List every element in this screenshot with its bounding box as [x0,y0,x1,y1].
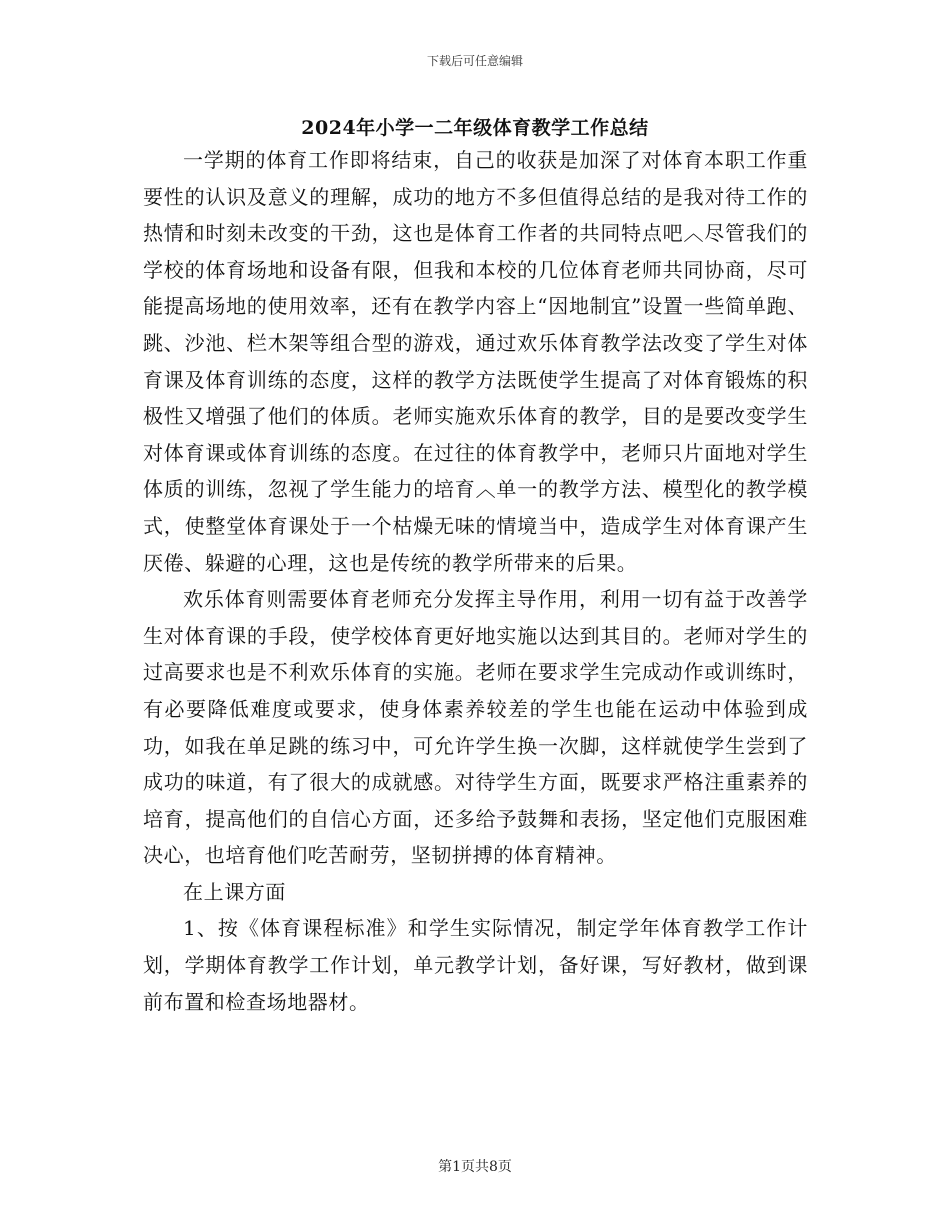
section-heading: 在上课方面 [183,879,286,904]
document-body [143,142,808,1020]
page-header-note: 下载后可任意编辑 [426,54,523,68]
body-paragraph: 一学期的体育工作即将结束，自己的收获是加深了对体育本职工作重要性的认识及意义的理解，成功的地方不多但值得总结的是我对待工作的热情和时刻未改变的干劲，这也是体育工作者的共同特点吧︿尽管我们的学校的体育场地和设备有限，但我和本校的几位体育老师共同协商，尽可能提高场地的使用效率，还有在教学内容上“因地制宜”设置一些简单跑、跳、沙池、栏木架等组合型的游戏，通过欢乐体育教学法改变了学生对体育课及体育训练的态度，这样的教学方法既使学生提高了对体育锻炼的积极性又增强了他们的体质。老师实施欢乐体育的教学，目的是要改变学生对体育课或体育训练的态度。在过往的体育教学中，老师只片面地对学生体质的训练，忽视了学生能力的培育︿单一的教学方法、模型化的教学模式，使整堂体育课处于一个枯燥无味的情境当中，造成学生对体育课产生厌倦、躲避的心理，这也是传统的教学所带来的后果。 [143,148,808,575]
body-paragraph: 1、按《体育课程标准》和学生实际情况，制定学年体育教学工作计划，学期体育教学工作计划，单元教学计划，备好课，写好教材，做到课前布置和检查场地器材。 [143,916,808,1014]
body-paragraph: 欢乐体育则需要体育老师充分发挥主导作用，利用一切有益于改善学生对体育课的手段，使学校体育更好地实施以达到其目的。老师对学生的过高要求也是不利欢乐体育的实施。老师在要求学生完成动作或训练时，有必要降低难度或要求，使身体素养较差的学生也能在运动中体验到成功，如我在单足跳的练习中，可允许学生换一次脚，这样就使学生尝到了成功的味道，有了很大的成就感。对待学生方面，既要求严格注重素养的培育，提高他们的自信心方面，还多给予鼓舞和表扬，坚定他们克服困难决心，也培育他们吃苦耐劳，坚韧拼搏的体育精神。 [143,587,808,868]
document-title: 2024年小学一二年级体育教学工作总结 [301,117,649,139]
page-number: 第1页共8页 [438,1159,512,1175]
